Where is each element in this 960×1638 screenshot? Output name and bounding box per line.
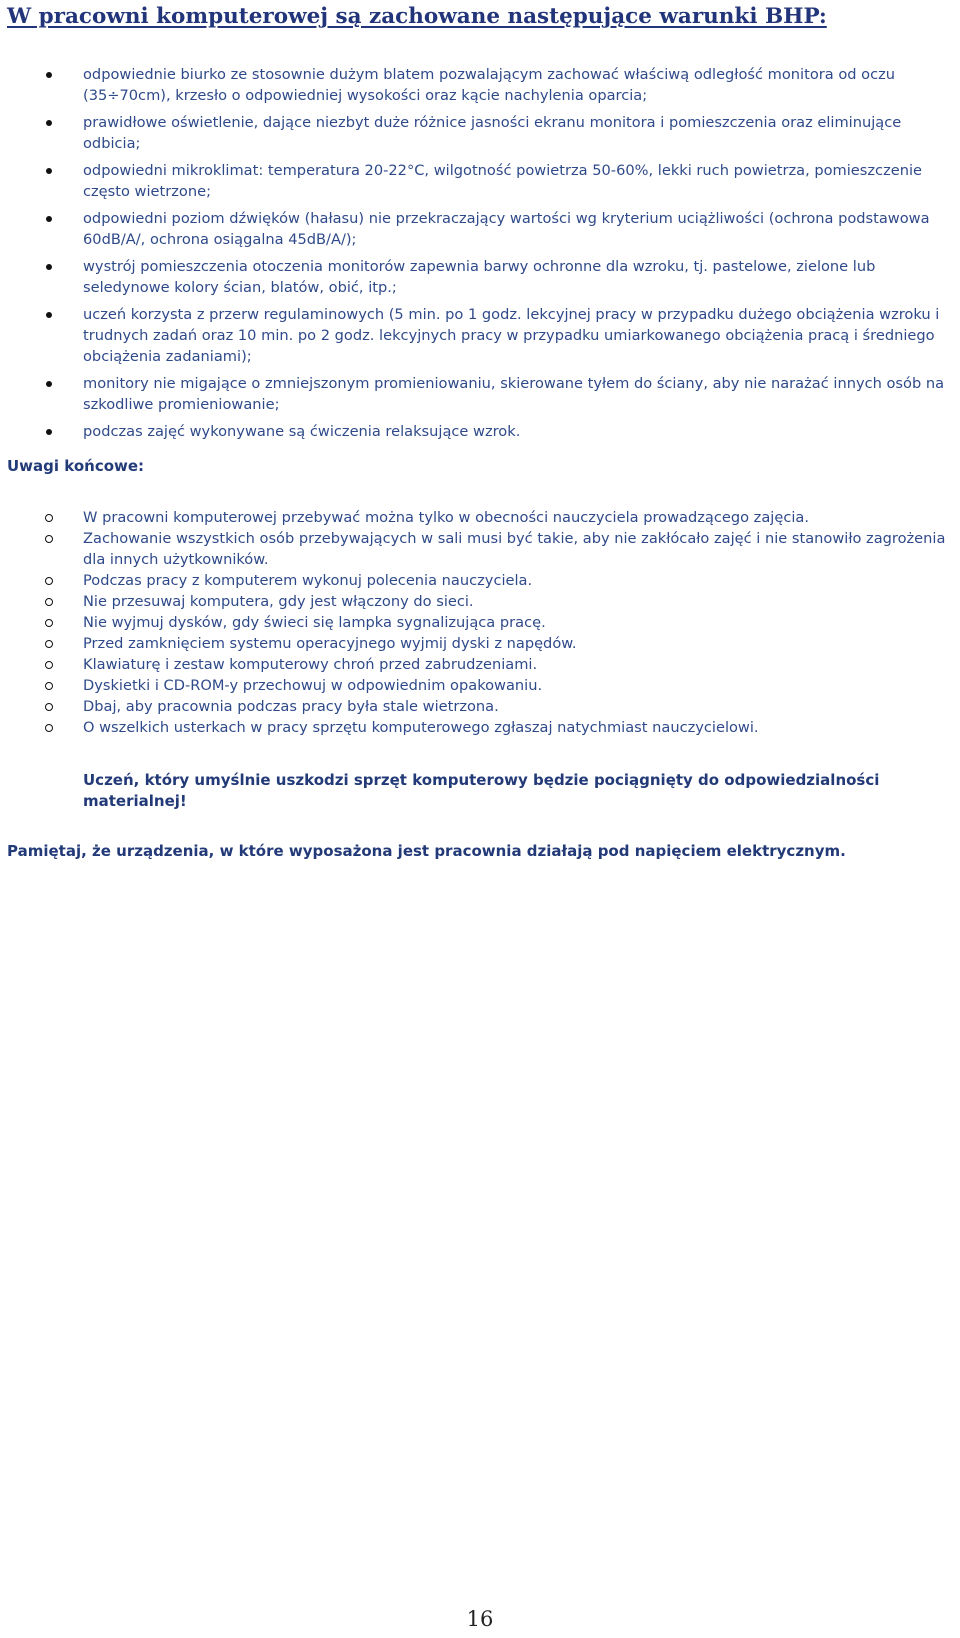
circle-bullet-icon xyxy=(45,577,53,585)
list-item-text: prawidłowe oświetlenie, dające niezbyt duże różnice jasności ekranu monitora i pomieszczenia oraz eliminujące odbicia; xyxy=(83,114,902,152)
remarks-heading: Uwagi końcowe: xyxy=(7,457,145,475)
list-item-text: odpowiedni poziom dźwięków (hałasu) nie przekraczający wartości wg kryterium uciążliwości (ochrona podstawowa 60dB/A/, ochrona osiągalna 45dB/A/); xyxy=(83,210,930,248)
list-item-text: Dbaj, aby pracownia podczas pracy była stale wietrzona. xyxy=(83,698,499,715)
list-item xyxy=(0,591,960,612)
list-item-text: O wszelkich usterkach w pracy sprzętu komputerowego zgłaszaj natychmiast nauczycielowi. xyxy=(83,719,759,736)
circle-bullet-icon xyxy=(45,661,53,669)
circle-bullet-icon xyxy=(45,535,53,543)
circle-bullet-icon xyxy=(45,682,53,690)
list-item-text: uczeń korzysta z przerw regulaminowych (5 min. po 1 godz. lekcyjnej pracy w przypadku dużego obciążenia wzroku i trudnych zadań oraz 10 min. po 2 godz. lekcyjnych pracy w przypadku umiarkowanego obciążenia pracą i średniego obciążenia zadaniami); xyxy=(83,306,940,365)
list-item-text: podczas zajęć wykonywane są ćwiczenia relaksujące wzrok. xyxy=(83,423,521,440)
circle-bullet-icon xyxy=(45,598,53,606)
list-item-text: Zachowanie wszystkich osób przebywających w sali musi być takie, aby nie zakłócało zajęć i nie stanowiło zagrożenia dla innych użytkowników. xyxy=(83,530,946,568)
list-item xyxy=(0,256,960,298)
list-item xyxy=(0,612,960,633)
bullet-icon xyxy=(46,120,52,126)
list-item xyxy=(0,373,960,415)
remarks-list xyxy=(0,507,960,738)
page-number: 16 xyxy=(466,1607,494,1631)
damage-warning: Uczeń, który umyślnie uszkodzi sprzęt komputerowy będzie pociągnięty do odpowiedzialności materialnej! xyxy=(83,771,880,810)
bullet-icon xyxy=(46,168,52,174)
list-item xyxy=(0,507,960,528)
circle-bullet-icon xyxy=(45,514,53,522)
bullet-icon xyxy=(46,312,52,318)
list-item xyxy=(0,208,960,250)
list-item xyxy=(0,528,960,570)
bullet-icon xyxy=(46,216,52,222)
list-item-text: Przed zamknięciem systemu operacyjnego wyjmij dyski z napędów. xyxy=(83,635,577,652)
circle-bullet-icon xyxy=(45,724,53,732)
list-item-text: Podczas pracy z komputerem wykonuj polecenia nauczyciela. xyxy=(83,572,533,589)
list-item xyxy=(0,64,960,106)
list-item xyxy=(0,304,960,367)
list-item-text: Dyskietki i CD-ROM-y przechowuj w odpowiednim opakowaniu. xyxy=(83,677,543,694)
list-item-text: odpowiednie biurko ze stosownie dużym blatem pozwalającym zachować właściwą odległość monitora od oczu (35÷70cm), krzesło o odpowiedniej wysokości oraz kącie nachylenia oparcia; xyxy=(83,66,896,104)
list-item xyxy=(0,654,960,675)
bullet-icon xyxy=(46,429,52,435)
list-item xyxy=(0,570,960,591)
list-item-text: W pracowni komputerowej przebywać można tylko w obecności nauczyciela prowadzącego zajęcia. xyxy=(83,509,809,526)
list-item xyxy=(0,421,960,442)
list-item-text: Nie przesuwaj komputera, gdy jest włączony do sieci. xyxy=(83,593,474,610)
bhp-conditions-list xyxy=(0,64,960,448)
circle-bullet-icon xyxy=(45,640,53,648)
list-item-text: wystrój pomieszczenia otoczenia monitorów zapewnia barwy ochronne dla wzroku, tj. pastelowe, zielone lub seledynowe kolory ścian, blatów, obić, itp.; xyxy=(83,258,876,296)
list-item-text: odpowiedni mikroklimat: temperatura 20-22°C, wilgotność powietrza 50-60%, lekki ruch powietrza, pomieszczenie często wietrzone; xyxy=(83,162,922,200)
list-item-text: Nie wyjmuj dysków, gdy świeci się lampka sygnalizująca pracę. xyxy=(83,614,546,631)
list-item xyxy=(0,717,960,738)
list-item xyxy=(0,160,960,202)
list-item xyxy=(0,675,960,696)
list-item-text: monitory nie migające o zmniejszonym promieniowaniu, skierowane tyłem do ściany, aby nie narażać innych osób na szkodliwe promieniowanie; xyxy=(83,375,945,413)
list-item-text: Klawiaturę i zestaw komputerowy chroń przed zabrudzeniami. xyxy=(83,656,538,673)
page-title: W pracowni komputerowej są zachowane następujące warunki BHP: xyxy=(7,4,827,29)
bullet-icon xyxy=(46,264,52,270)
list-item xyxy=(0,633,960,654)
bullet-icon xyxy=(46,381,52,387)
electrical-warning: Pamiętaj, że urządzenia, w które wyposażona jest pracownia działają pod napięciem elektrycznym. xyxy=(7,842,846,860)
circle-bullet-icon xyxy=(45,619,53,627)
list-item xyxy=(0,112,960,154)
list-item xyxy=(0,696,960,717)
circle-bullet-icon xyxy=(45,703,53,711)
bullet-icon xyxy=(46,72,52,78)
